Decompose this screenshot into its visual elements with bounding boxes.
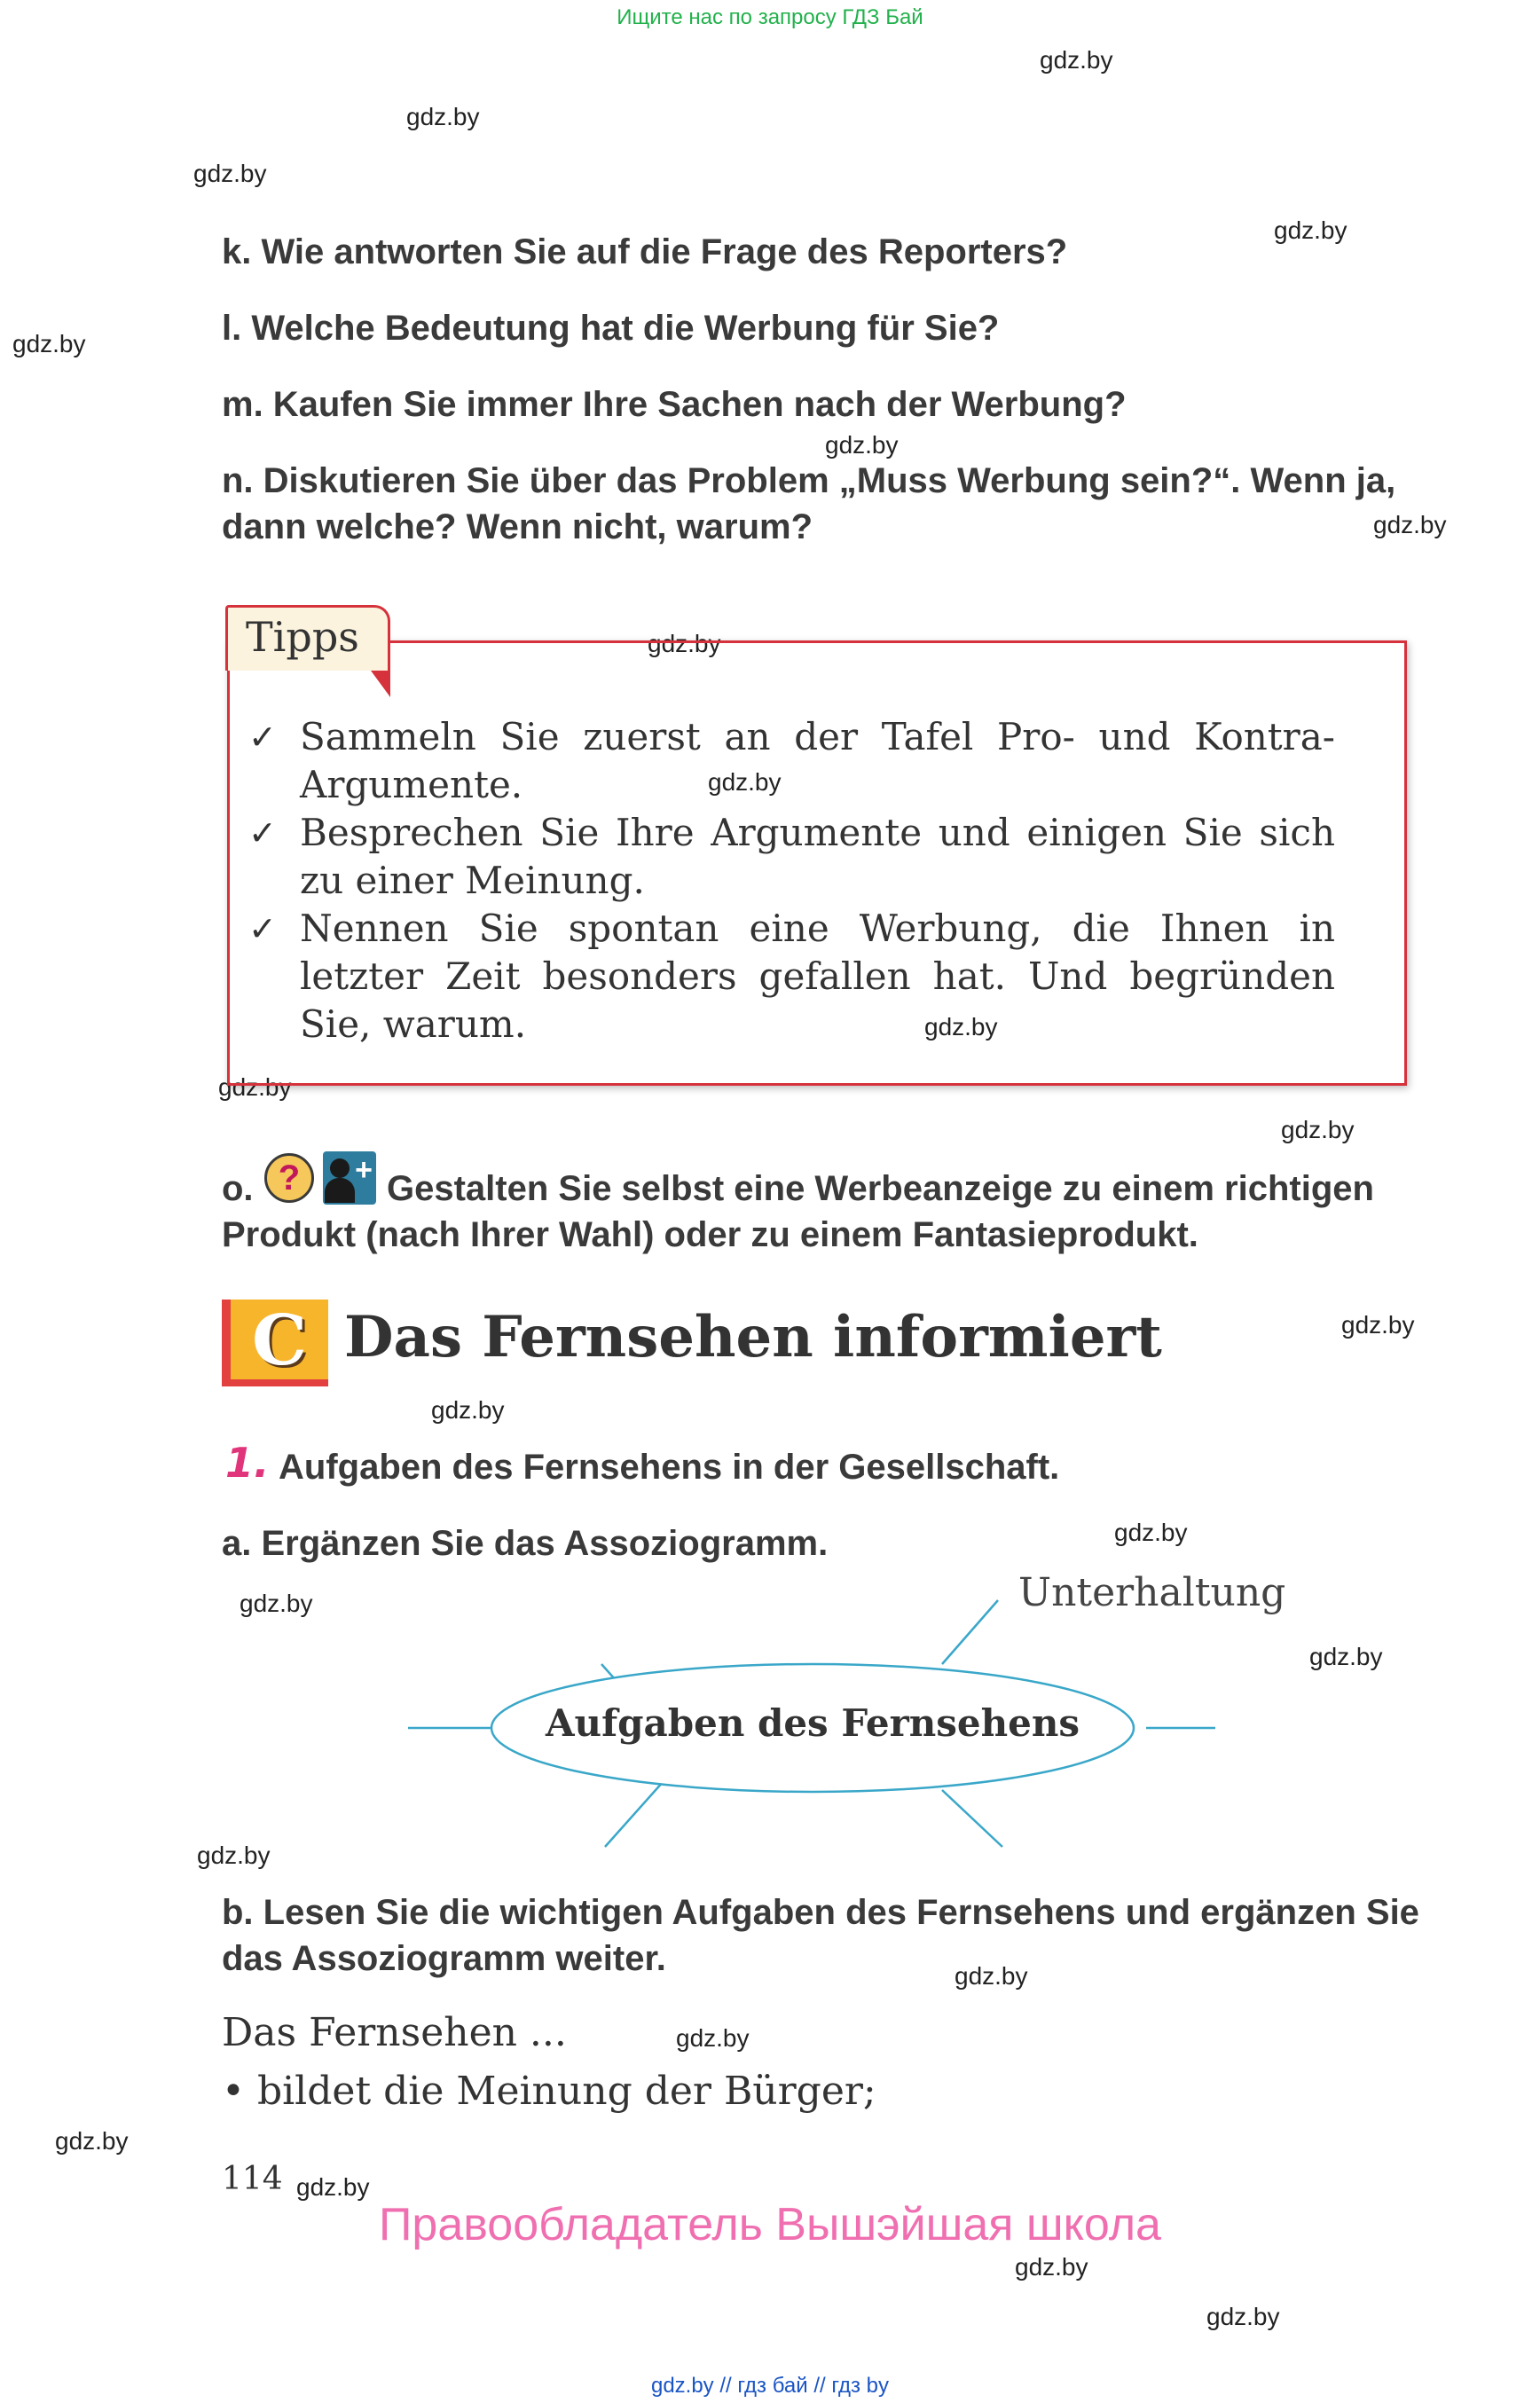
top-banner[interactable]: Ищите нас по запросу ГДЗ Бай bbox=[617, 5, 923, 29]
task-o-text: Gestalten Sie selbst eine Werbeanzeige zu einem richtigen Produkt (nach Ihrer Wahl) oder zu einem Fantasieprodukt. bbox=[222, 1169, 1374, 1254]
section-title: Das Fernsehen informiert bbox=[344, 1304, 1162, 1370]
diagram-branch bbox=[942, 1600, 998, 1664]
watermark: gdz.by bbox=[955, 1962, 1028, 1990]
watermark: gdz.by bbox=[55, 2127, 129, 2155]
bullet-item: • bildet die Meinung der Bürger; bbox=[222, 2069, 876, 2114]
watermark: gdz.by bbox=[1373, 511, 1447, 538]
task-a: a. Ergänzen Sie das Assoziogramm. bbox=[222, 1524, 829, 1563]
diagram-center-label: Aufgaben des Fernsehens bbox=[545, 1701, 1080, 1745]
question-mark-icon: ? bbox=[264, 1153, 314, 1203]
watermark: gdz.by bbox=[1341, 1311, 1415, 1339]
watermark: gdz.by bbox=[406, 103, 480, 130]
watermark: gdz.by bbox=[676, 2024, 750, 2052]
watermark: gdz.by bbox=[924, 1013, 998, 1041]
question-n: n. Diskutieren Sie über das Problem „Muss Werbung sein?“. Wenn ja, dann welche? Wenn nicht, warum? bbox=[222, 461, 1396, 546]
watermark: gdz.by bbox=[1274, 216, 1348, 244]
watermark: gdz.by bbox=[296, 2173, 370, 2201]
task-b: b. Lesen Sie die wichtigen Aufgaben des Fernsehens und ergänzen Sie das Assoziogramm weiter. bbox=[222, 1893, 1419, 1978]
watermark: gdz.by bbox=[1114, 1519, 1188, 1546]
watermark: gdz.by bbox=[193, 160, 267, 187]
tip-item bbox=[248, 905, 1335, 1048]
watermark: gdz.by bbox=[648, 630, 721, 657]
tip-text: Nennen Sie spontan eine Werbung, die Ihnen in letzter Zeit besonders gefallen hat. Und begründen Sie, warum. bbox=[300, 907, 1335, 1046]
watermark: gdz.by bbox=[431, 1396, 505, 1424]
watermark: gdz.by bbox=[825, 431, 899, 459]
section-badge bbox=[222, 1300, 328, 1386]
check-icon: ✓ bbox=[248, 718, 277, 757]
tip-text: Sammeln Sie zuerst an der Tafel Pro- und Kontra-Argumente. bbox=[300, 715, 1335, 806]
diagram-branch bbox=[942, 1790, 1002, 1847]
question-l: l. Welche Bedeutung hat die Werbung für Sie? bbox=[222, 309, 1000, 348]
question-k: k. Wie antworten Sie auf die Frage des Reporters? bbox=[222, 232, 1068, 271]
watermark: gdz.by bbox=[218, 1073, 292, 1101]
watermark: gdz.by bbox=[1281, 1116, 1355, 1143]
check-icon: ✓ bbox=[248, 909, 277, 948]
diagram-branch bbox=[605, 1781, 664, 1847]
footer-links[interactable]: gdz.by // гдз бай // гдз by bbox=[650, 2374, 890, 2398]
watermark: gdz.by bbox=[12, 330, 86, 357]
diagram-label-unterhaltung: Unterhaltung bbox=[1018, 1570, 1286, 1615]
task-o-label: o. bbox=[222, 1169, 254, 1208]
section-letter: C bbox=[231, 1300, 328, 1379]
rights-holder: Правообладатель Вышэйшая школа bbox=[379, 2199, 1161, 2250]
question-m: m. Kaufen Sie immer Ihre Sachen nach der Werbung? bbox=[222, 385, 1127, 424]
intro-text: Das Fernsehen ... bbox=[222, 2010, 567, 2055]
check-icon: ✓ bbox=[248, 813, 277, 852]
tip-item bbox=[248, 809, 1335, 905]
watermark: gdz.by bbox=[1206, 2303, 1280, 2330]
plus-icon: + bbox=[355, 1153, 373, 1187]
exercise-title: Aufgaben des Fernsehens in der Gesellschaft. bbox=[279, 1448, 1060, 1487]
watermark: gdz.by bbox=[197, 1842, 271, 1869]
watermark: gdz.by bbox=[708, 768, 782, 796]
watermark: gdz.by bbox=[1015, 2253, 1088, 2281]
tip-item bbox=[248, 713, 1335, 809]
watermark: gdz.by bbox=[240, 1590, 313, 1617]
watermark: gdz.by bbox=[1040, 46, 1113, 74]
tip-text: Besprechen Sie Ihre Argumente und einigen Sie sich zu einer Meinung. bbox=[300, 811, 1335, 902]
watermark: gdz.by bbox=[1309, 1643, 1383, 1670]
page-number: 114 bbox=[222, 2161, 283, 2197]
tipps-title: Tipps bbox=[225, 605, 390, 671]
exercise-number: 1. bbox=[225, 1439, 270, 1487]
